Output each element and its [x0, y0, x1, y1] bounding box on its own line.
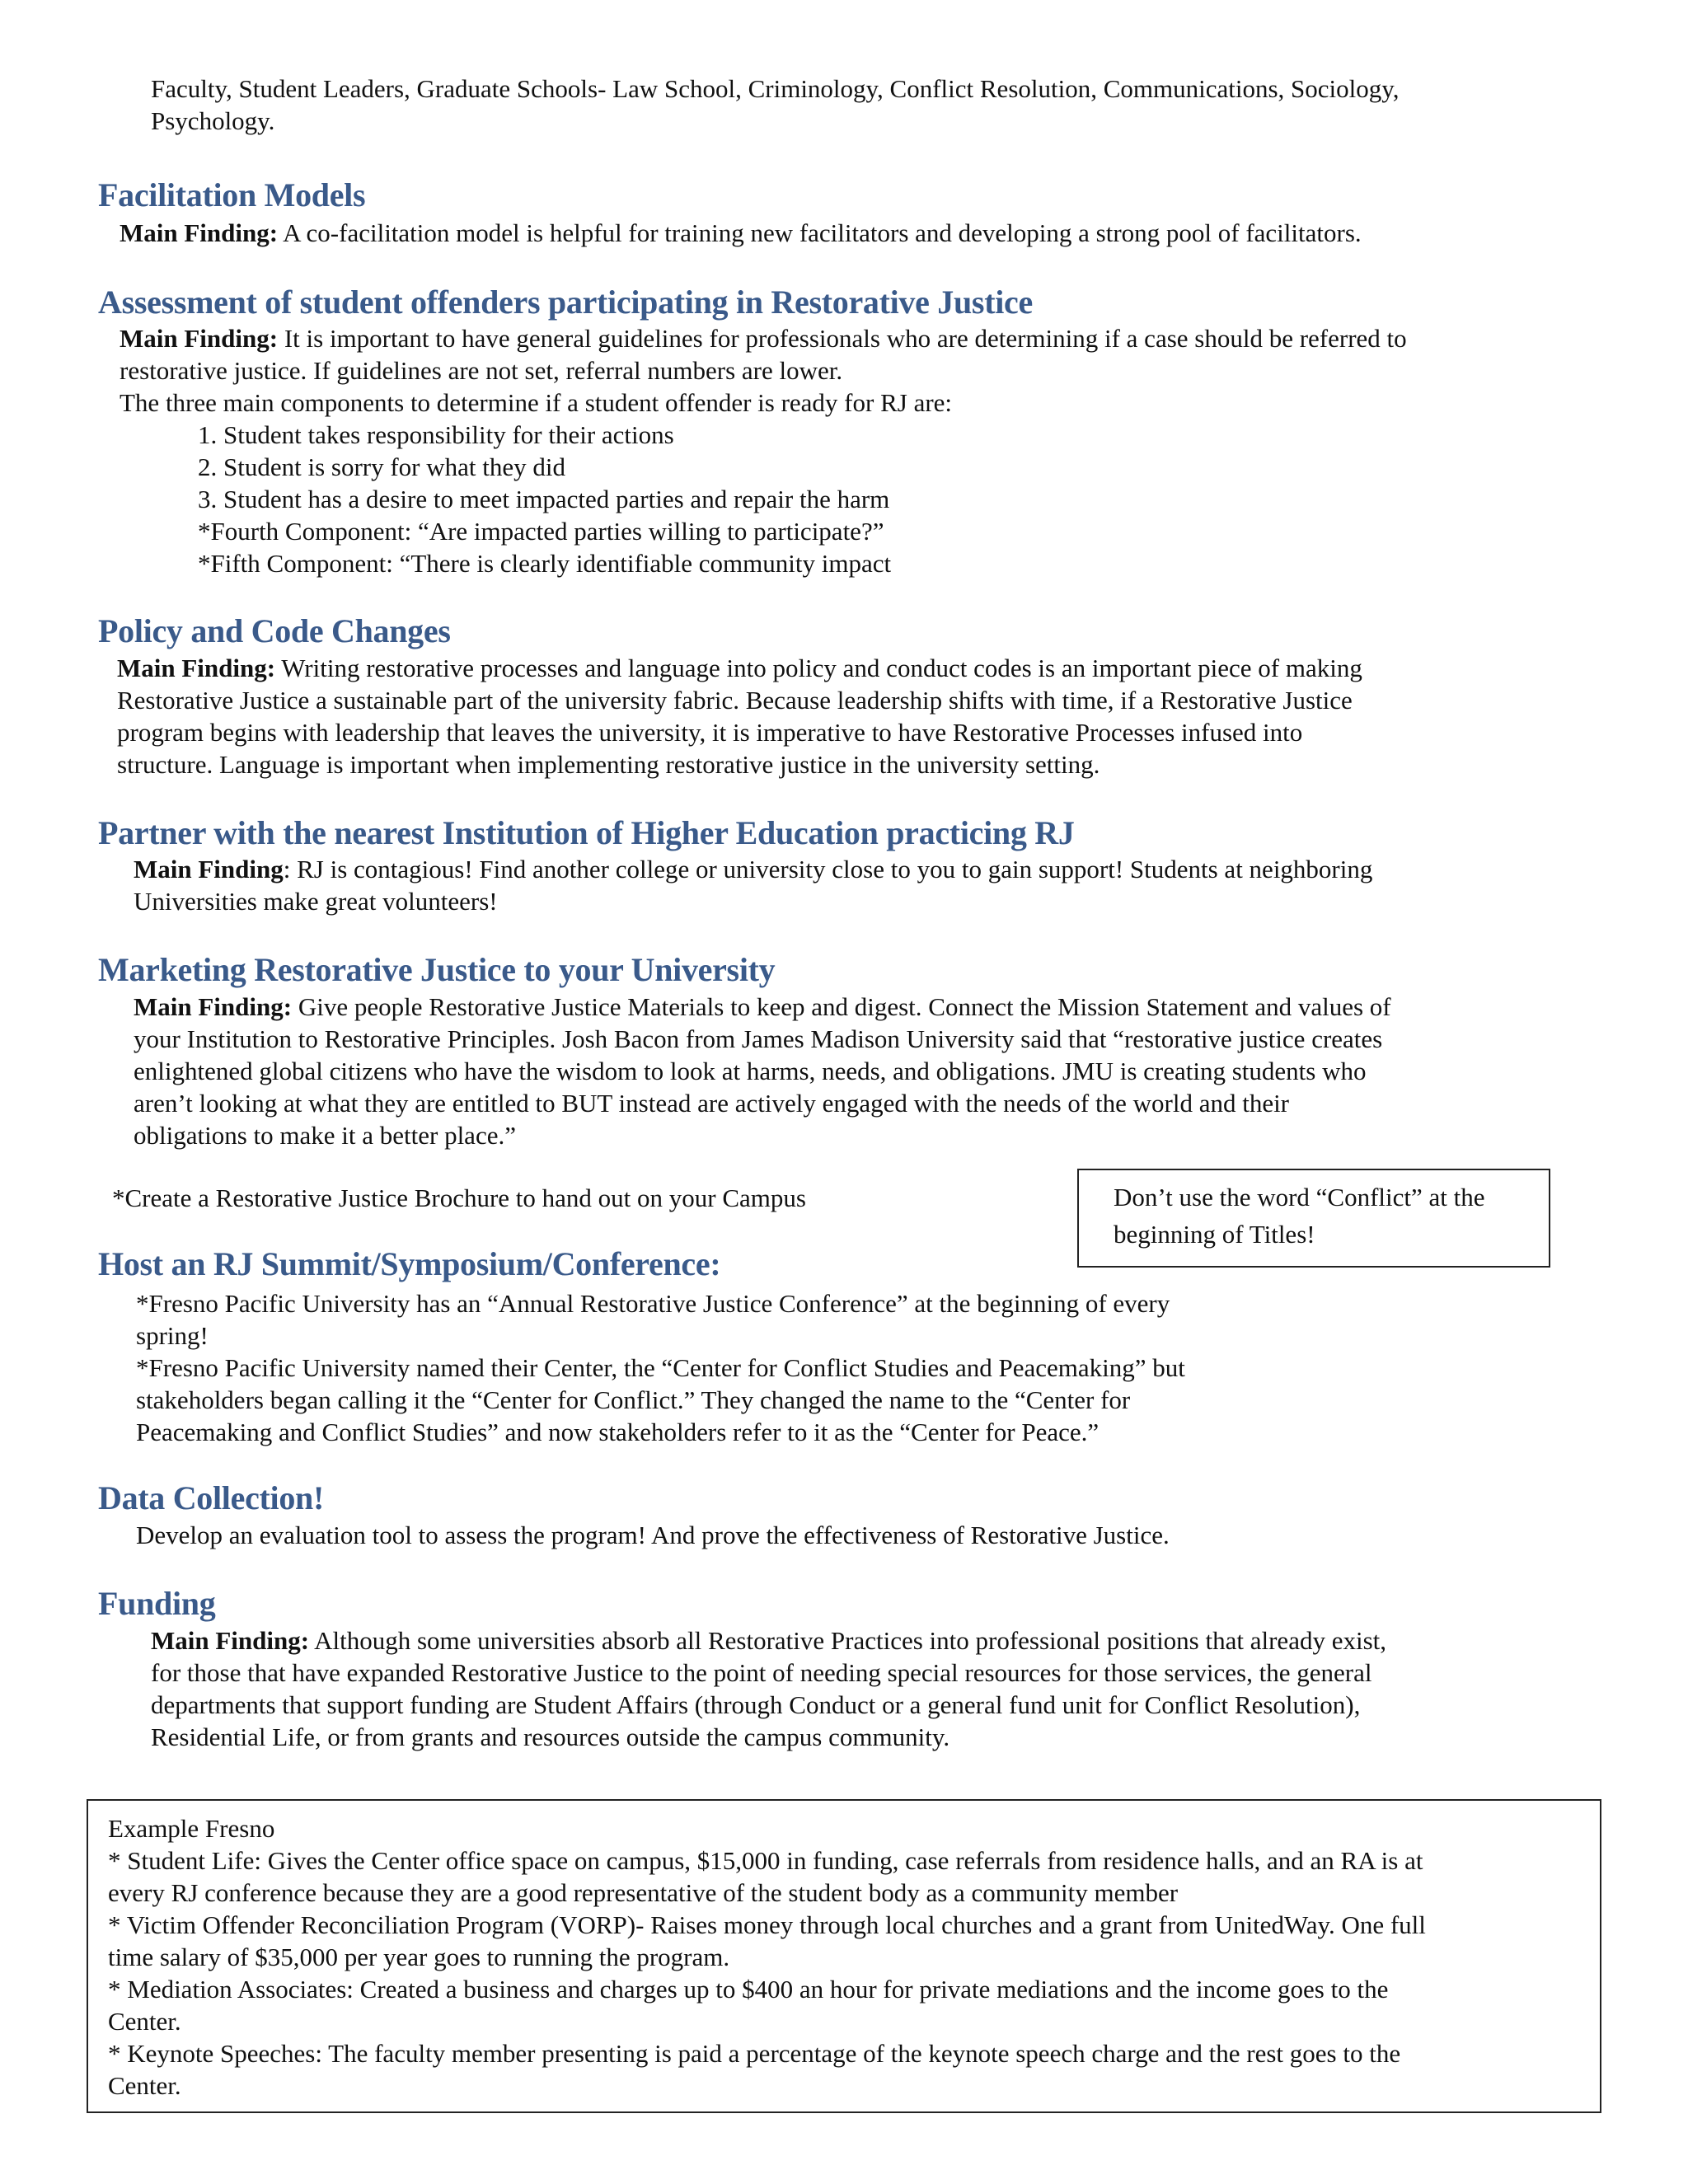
heading-assessment: Assessment of student offenders participating in Restorative Justice: [98, 284, 1033, 321]
policy-line-3: program begins with leadership that leaves the university, it is imperative to have Restorative Processes infused into: [117, 718, 1303, 747]
main-finding-label: Main Finding: [134, 855, 284, 883]
heading-data-collection: Data Collection!: [98, 1479, 325, 1516]
intro-line-2: Psychology.: [151, 106, 275, 135]
assessment-line-3: The three main components to determine if a student offender is ready for RJ are:: [120, 388, 953, 417]
policy-line-4: structure. Language is important when implementing restorative justice in the university setting.: [117, 750, 1100, 779]
brochure-note: *Create a Restorative Justice Brochure to hand out on your Campus: [112, 1183, 806, 1212]
example-line-2: every RJ conference because they are a good representative of the student body as a community member: [108, 1878, 1179, 1907]
main-finding-label: Main Finding:: [134, 992, 293, 1021]
policy-finding-line-1: [117, 652, 1362, 684]
partner-finding-text: : RJ is contagious! Find another college or university close to you to gain support! Students at neighboring: [283, 855, 1373, 883]
example-line-1: * Student Life: Gives the Center office space on campus, $15,000 in funding, case referrals from residence halls, and an RA is at: [108, 1846, 1423, 1875]
heading-marketing: Marketing Restorative Justice to your University: [98, 951, 776, 988]
marketing-line-5: obligations to make it a better place.”: [134, 1121, 516, 1150]
funding-line-4: Residential Life, or from grants and resources outside the campus community.: [151, 1722, 950, 1751]
assessment-finding-text: It is important to have general guidelines for professionals who are determining if a case should be referred to: [278, 324, 1407, 353]
main-finding-label: Main Finding:: [117, 654, 276, 682]
heading-partner: Partner with the nearest Institution of Higher Education practicing RJ: [98, 814, 1075, 851]
funding-finding-text: Although some universities absorb all Restorative Practices into professional positions that already exist,: [309, 1626, 1386, 1655]
funding-line-2: for those that have expanded Restorative Justice to the point of needing special resources for those services, the general: [151, 1658, 1372, 1687]
funding-finding-line-1: [151, 1624, 1386, 1657]
summit-line-4: stakeholders began calling it the “Center for Conflict.” They changed the name to the “Center for: [136, 1385, 1131, 1414]
data-collection-text: Develop an evaluation tool to assess the program! And prove the effectiveness of Restorative Justice.: [136, 1521, 1170, 1549]
tip-box: [1077, 1169, 1550, 1268]
main-finding-label: Main Finding:: [120, 218, 279, 247]
marketing-line-3: enlightened global citizens who have the wisdom to look at harms, needs, and obligations. JMU is creating students who: [134, 1057, 1367, 1085]
example-title: Example Fresno: [108, 1814, 275, 1843]
tip-line-2: beginning of Titles!: [1114, 1220, 1315, 1249]
example-line-6: Center.: [108, 2007, 181, 2036]
funding-line-3: departments that support funding are Student Affairs (through Conduct or a general fund unit for Conflict Resolution),: [151, 1690, 1361, 1719]
partner-line-2: Universities make great volunteers!: [134, 887, 498, 916]
heading-policy: Policy and Code Changes: [98, 612, 451, 649]
marketing-line-2: your Institution to Restorative Principles. Josh Bacon from James Madison University said that “restorative justice creates: [134, 1024, 1383, 1053]
example-line-7: * Keynote Speeches: The faculty member presenting is paid a percentage of the keynote speech charge and the rest goes to the: [108, 2039, 1401, 2068]
partner-finding-line-1: [134, 853, 1372, 885]
marketing-finding-line-1: [134, 991, 1391, 1023]
marketing-line-4: aren’t looking at what they are entitled to BUT instead are actively engaged with the needs of the world and their: [134, 1089, 1290, 1118]
heading-funding: Funding: [98, 1585, 216, 1622]
example-fresno-box: [87, 1799, 1601, 2113]
assessment-item-3: 3. Student has a desire to meet impacted parties and repair the harm: [198, 485, 890, 513]
summit-line-2: spring!: [136, 1321, 209, 1350]
assessment-item-1: 1. Student takes responsibility for their actions: [198, 420, 674, 449]
marketing-finding-text: Give people Restorative Justice Materials to keep and digest. Connect the Mission Statement and values of: [292, 992, 1391, 1021]
example-line-8: Center.: [108, 2071, 181, 2100]
intro-line-1: Faculty, Student Leaders, Graduate Schools- Law School, Criminology, Conflict Resolution, Communications, Sociology,: [151, 74, 1400, 103]
assessment-line-2: restorative justice. If guidelines are not set, referral numbers are lower.: [120, 356, 843, 385]
summit-line-5: Peacemaking and Conflict Studies” and now stakeholders refer to it as the “Center for Peace.”: [136, 1418, 1100, 1446]
example-line-4: time salary of $35,000 per year goes to running the program.: [108, 1943, 730, 1971]
facilitation-finding: [120, 217, 1362, 249]
assessment-item-4: *Fourth Component: “Are impacted parties willing to participate?”: [198, 517, 884, 546]
example-line-3: * Victim Offender Reconciliation Program (VORP)- Raises money through local churches and a grant from UnitedWay. One full: [108, 1910, 1426, 1939]
assessment-item-5: *Fifth Component: “There is clearly identifiable community impact: [198, 549, 892, 578]
tip-line-1: Don’t use the word “Conflict” at the: [1114, 1183, 1485, 1212]
summit-line-3: *Fresno Pacific University named their Center, the “Center for Conflict Studies and Peacemaking” but: [136, 1353, 1185, 1382]
policy-line-2: Restorative Justice a sustainable part of the university fabric. Because leadership shifts with time, if a Restorative Justice: [117, 686, 1353, 715]
assessment-item-2: 2. Student is sorry for what they did: [198, 452, 566, 481]
example-line-5: * Mediation Associates: Created a business and charges up to $400 an hour for private mediations and the income goes to the: [108, 1975, 1389, 2004]
policy-finding-text: Writing restorative processes and language into policy and conduct codes is an important piece of making: [275, 654, 1362, 682]
facilitation-finding-text: A co-facilitation model is helpful for training new facilitators and developing a strong pool of facilitators.: [278, 218, 1362, 247]
main-finding-label: Main Finding:: [120, 324, 279, 353]
main-finding-label: Main Finding:: [151, 1626, 310, 1655]
heading-facilitation-models: Facilitation Models: [98, 176, 366, 213]
assessment-finding-line-1: [120, 322, 1407, 354]
summit-line-1: *Fresno Pacific University has an “Annual Restorative Justice Conference” at the beginning of every: [136, 1289, 1170, 1318]
heading-summit: Host an RJ Summit/Symposium/Conference:: [98, 1245, 721, 1282]
